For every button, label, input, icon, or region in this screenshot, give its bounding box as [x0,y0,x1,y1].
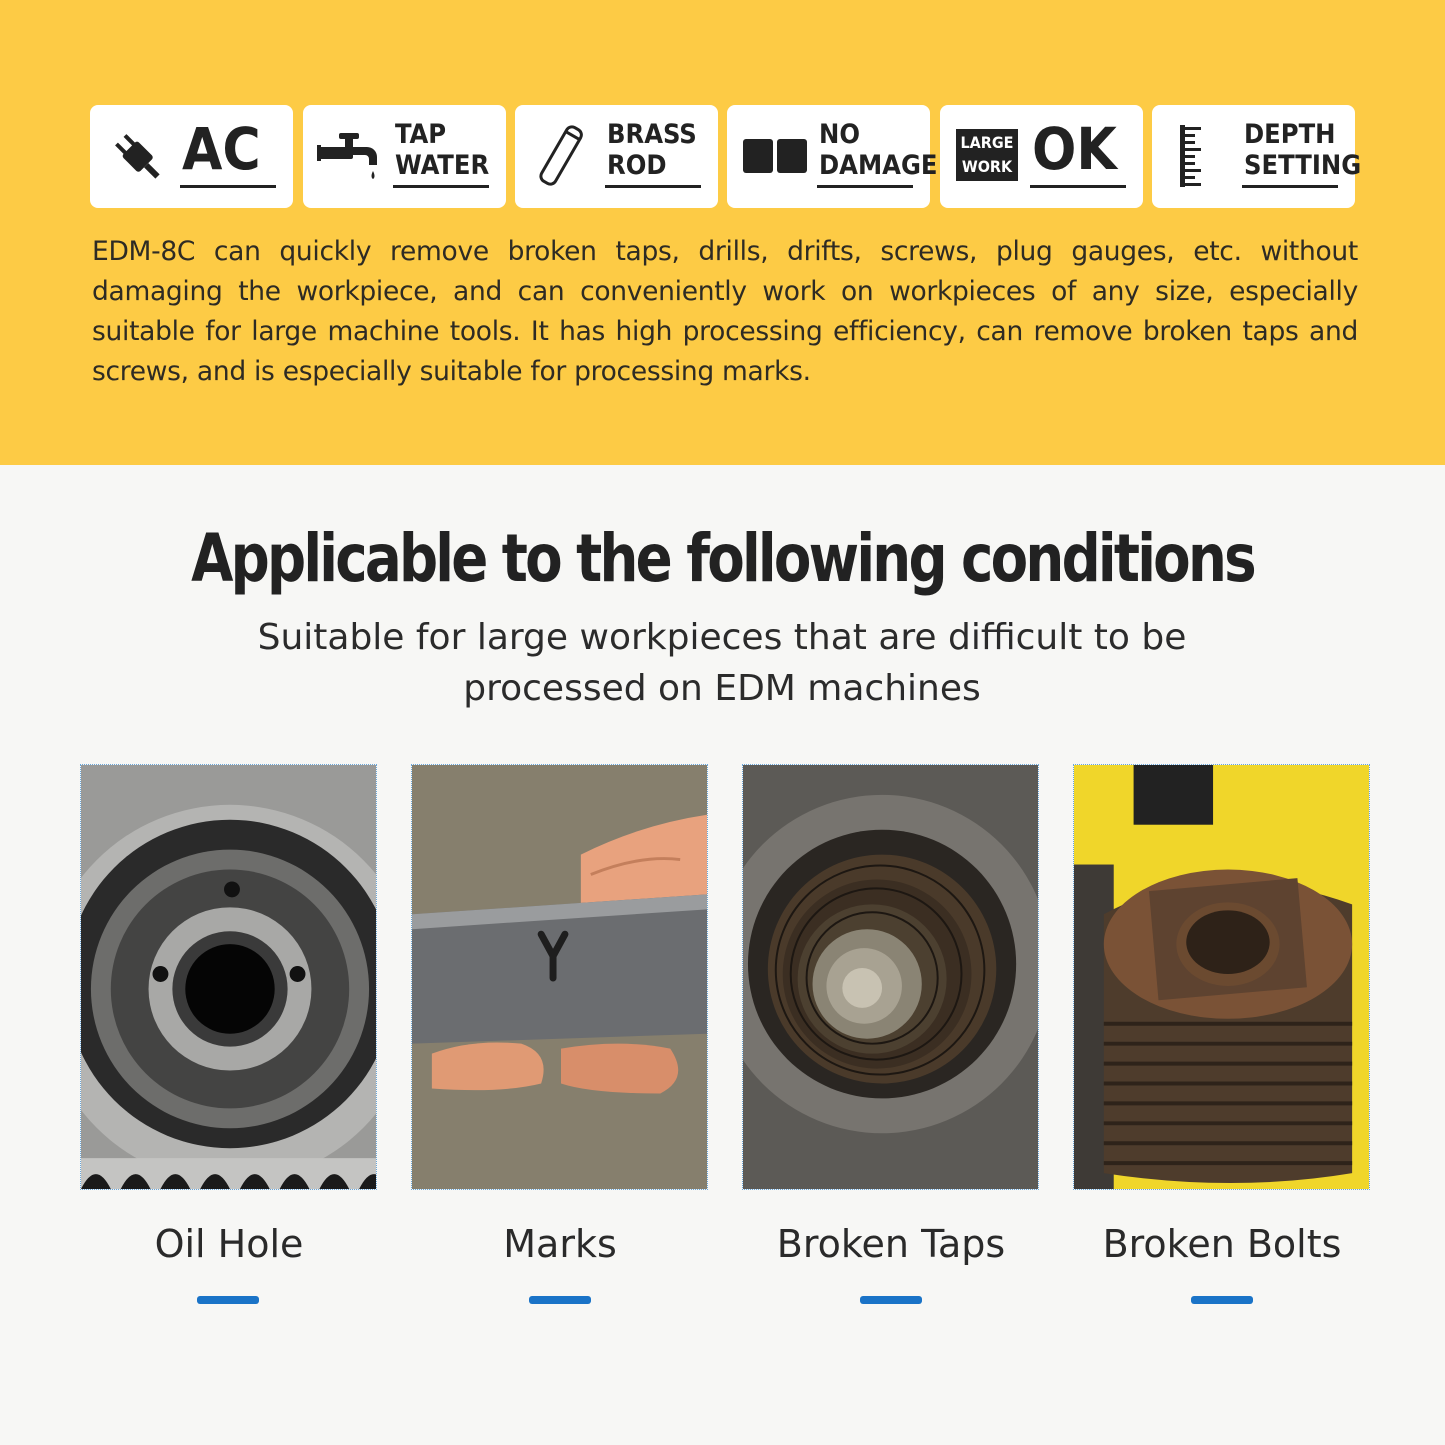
feature-label: OK [1032,115,1117,183]
condition-label: Oil Hole [154,1222,304,1266]
brass-rod-icon [529,123,595,189]
underline [1030,185,1126,188]
feature-tap-water [303,105,506,208]
feature-no-damage [727,105,938,208]
oil-hole-photo [80,764,377,1190]
underline [393,185,489,188]
underline [1242,185,1338,188]
feature-label: AC [182,115,261,183]
subheading-line: processed on EDM machines [463,668,981,709]
accent-bar [860,1296,922,1304]
feature-label: DEPTH SETTING [1244,119,1362,181]
condition-label: Marks [503,1222,617,1266]
broken-taps-photo [742,764,1039,1190]
feature-depth-setting [1152,105,1362,208]
feature-label: TAP WATER [395,119,490,181]
underline [605,185,701,188]
feature-label: BRASS ROD [607,119,697,181]
large-work-icon: LARGE WORK [956,129,1018,181]
condition-label: Broken Taps [776,1222,1006,1266]
condition-label: Broken Bolts [1102,1222,1342,1266]
description: EDM-8C can quickly remove broken taps, drills, drifts, screws, plug gauges, etc. without damaging the workpiece, and can conveniently work on workpieces of any size, especially suitable for large machine tools. It has high processing efficiency, can remove broken taps and screws, and is especially suitable for processing marks. [92,236,1358,387]
accent-bar [1191,1296,1253,1304]
marks-photo [411,764,708,1190]
section-heading: Applicable to the following conditions [191,520,1254,597]
faucet-icon [317,123,383,189]
underline [180,185,276,188]
no-damage-icon [741,123,807,189]
subheading-line: Suitable for large workpieces that are difficult to be [257,617,1187,658]
feature-ac [90,105,293,208]
plug-icon [104,123,170,189]
accent-bar [529,1296,591,1304]
underline [817,185,913,188]
section-subheading [222,612,1222,714]
feature-badges [90,105,1362,208]
accent-bar [197,1296,259,1304]
depth-scale-icon [1166,123,1232,189]
feature-large-work [940,105,1143,208]
feature-brass-rod [515,105,718,208]
broken-bolts-photo [1073,764,1370,1190]
feature-label: NO DAMAGE [819,119,938,181]
